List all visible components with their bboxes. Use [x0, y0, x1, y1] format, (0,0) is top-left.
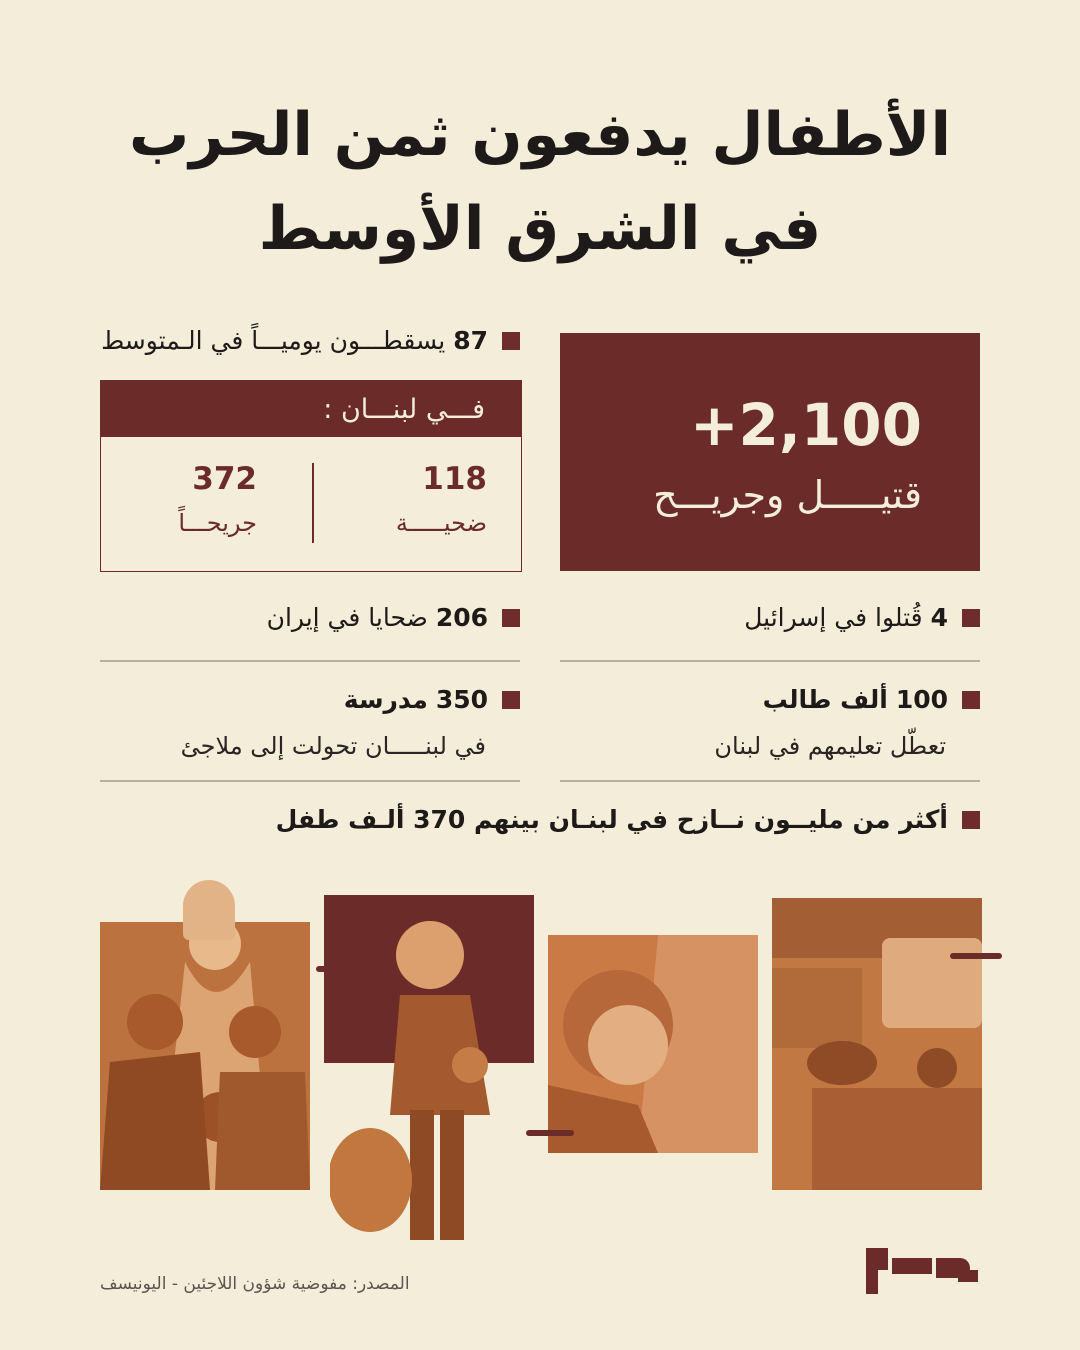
schools-number: 350: [435, 685, 488, 714]
bullet-square-icon: [962, 811, 980, 829]
bullet-square-icon: [502, 332, 520, 350]
bullet-iran: [267, 603, 520, 632]
bullet-israel: [744, 603, 980, 632]
victims-number: 118: [422, 461, 487, 497]
bullet-displaced: [276, 805, 980, 834]
divider-line: [100, 660, 520, 662]
total-casualties-box: [560, 333, 980, 571]
bullet-square-icon: [962, 691, 980, 709]
total-number: +2,100: [689, 391, 922, 459]
total-label: قتيـــــل وجريـــح: [653, 473, 922, 517]
divider: [312, 463, 314, 543]
injured-number: 372: [192, 461, 257, 497]
bullet-square-icon: [502, 691, 520, 709]
photo-family: [100, 922, 310, 1190]
divider-line: [560, 660, 980, 662]
daily-text: يسقطـــون يوميـــاً في الـمتوسط: [101, 326, 446, 355]
sifr-logo-icon: [862, 1240, 982, 1302]
iran-number: 206: [435, 603, 488, 632]
students-text: ألف طالب: [762, 685, 888, 714]
divider-line: [100, 780, 520, 782]
lebanon-stats-box: [100, 380, 522, 572]
iran-text: ضحايا في إيران: [266, 603, 428, 632]
lebanon-injured: [178, 461, 257, 537]
bullet-square-icon: [962, 609, 980, 627]
source-text: المصدر: مفوضية شؤون اللاجئين - اليونيسف: [100, 1274, 410, 1294]
israel-text: قُتلوا في إسرائيل: [744, 603, 923, 632]
bullet-square-icon: [502, 609, 520, 627]
daily-number: 87: [453, 326, 488, 355]
schools-sub: في لبنـــــان تحولت إلى ملاجئ: [180, 732, 486, 760]
students-sub: تعطّل تعليمهم في لبنان: [714, 732, 946, 760]
students-number: 100: [895, 685, 948, 714]
schools-text: مدرسة: [343, 685, 428, 714]
photo-street-market: [772, 898, 982, 1190]
title-line-1: الأطفال يدفعون ثمن الحرب: [128, 100, 952, 170]
photo-child-standing: [330, 915, 510, 1260]
bullet-schools: [344, 685, 520, 714]
brush-stroke: [950, 953, 1002, 959]
israel-number: 4: [930, 603, 948, 632]
bullet-daily: [101, 326, 520, 355]
divider-line: [560, 780, 980, 782]
victims-label: ضحيـــــة: [395, 509, 487, 537]
photo-crying-child: [548, 935, 758, 1153]
brush-stroke: [526, 1130, 574, 1136]
bullet-students: [763, 685, 980, 714]
lebanon-victims: [396, 461, 487, 537]
page-title: [0, 88, 1080, 276]
lebanon-header: فـــي لبنـــان :: [101, 381, 521, 437]
injured-label: جريحـــاً: [178, 509, 257, 537]
title-line-2: في الشرق الأوسط: [258, 194, 822, 264]
displaced-text: أكثر من مليــون نــازح في لبنـان بينهم 370 ألـف طفل: [275, 805, 948, 834]
photo-family-head: [183, 880, 235, 940]
